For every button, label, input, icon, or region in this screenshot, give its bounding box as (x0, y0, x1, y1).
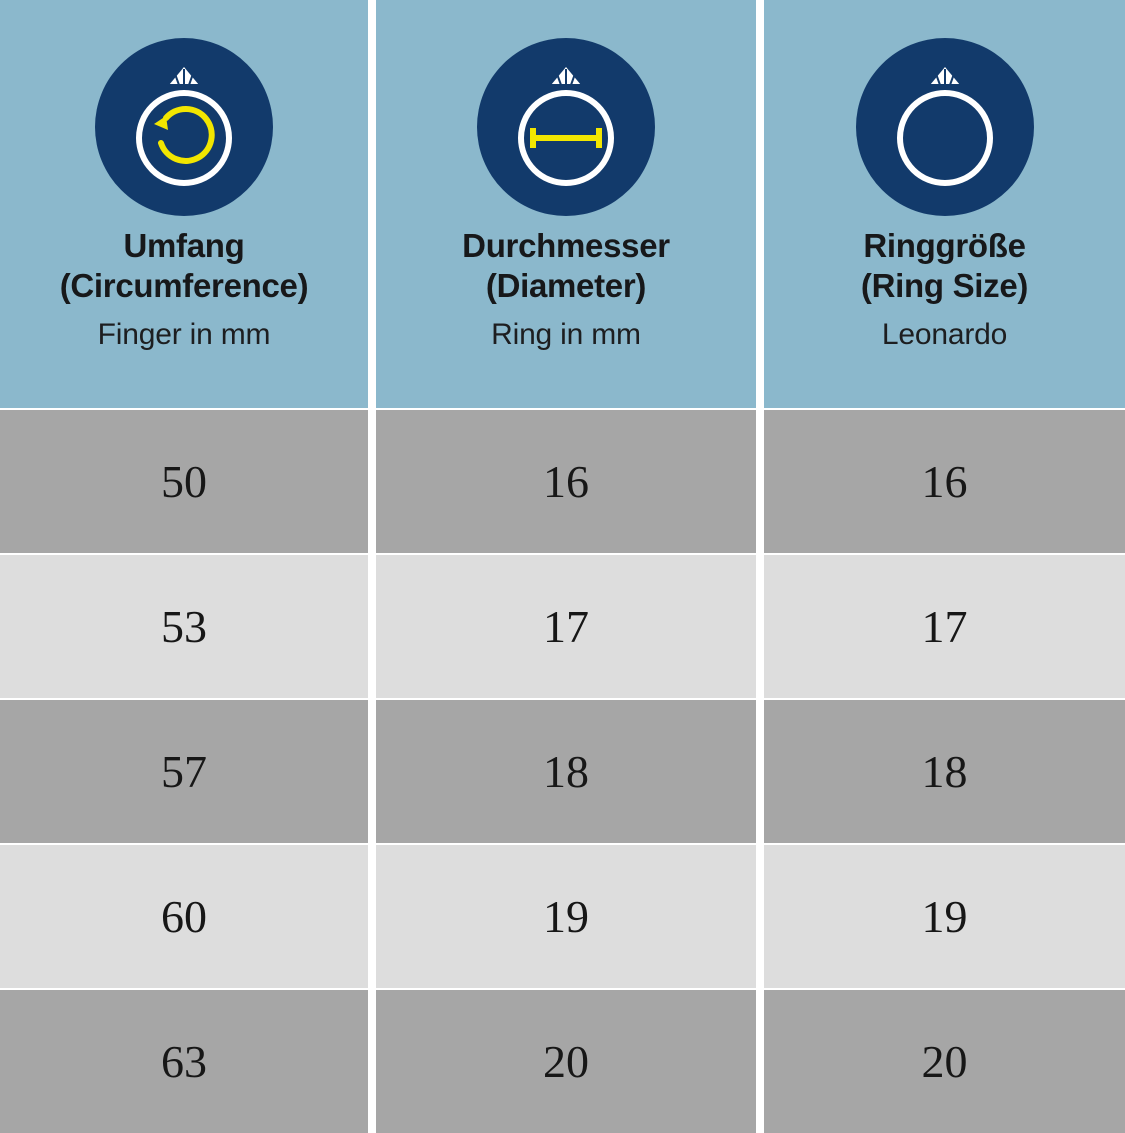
cell-ring-size: 16 (764, 410, 1125, 553)
header-subtitle-ring-size: Leonardo (881, 317, 1008, 351)
cell-diameter: 16 (376, 410, 756, 553)
header-title-line2: (Circumference) (59, 267, 309, 305)
ring-diameter-icon (477, 38, 655, 216)
table-row (0, 845, 1125, 988)
header-subtitle-circumference: Finger in mm (97, 317, 271, 351)
cell-circumference: 57 (0, 700, 368, 843)
table-row (0, 410, 1125, 553)
cell-circumference: 50 (0, 410, 368, 553)
cell-ring-size: 18 (764, 700, 1125, 843)
cell-ring-size: 17 (764, 555, 1125, 698)
ring-circumference-icon (95, 38, 273, 216)
header-title-circumference (60, 226, 309, 307)
header-subtitle-diameter: Ring in mm (491, 317, 641, 351)
header-title-line2: (Ring Size) (860, 267, 1029, 305)
cell-diameter: 20 (376, 990, 756, 1133)
table-row (0, 700, 1125, 843)
header-title-line1: Umfang (123, 227, 245, 264)
header-title-ring-size (861, 226, 1028, 307)
header-cell-ring-size (764, 0, 1125, 408)
header-cell-circumference (0, 0, 368, 408)
cell-ring-size: 19 (764, 845, 1125, 988)
cell-circumference: 63 (0, 990, 368, 1133)
ring-size-icon (856, 38, 1034, 216)
header-cell-diameter (376, 0, 756, 408)
table-row (0, 990, 1125, 1133)
cell-circumference: 53 (0, 555, 368, 698)
cell-ring-size: 20 (764, 990, 1125, 1133)
header-title-line2: (Diameter) (485, 267, 647, 305)
header-title-diameter (462, 226, 670, 307)
table-header-row (0, 0, 1125, 408)
cell-diameter: 17 (376, 555, 756, 698)
cell-diameter: 18 (376, 700, 756, 843)
header-title-line1: Ringgröße (863, 227, 1026, 264)
cell-circumference: 60 (0, 845, 368, 988)
cell-diameter: 19 (376, 845, 756, 988)
table-row (0, 555, 1125, 698)
header-title-line1: Durchmesser (462, 227, 670, 264)
